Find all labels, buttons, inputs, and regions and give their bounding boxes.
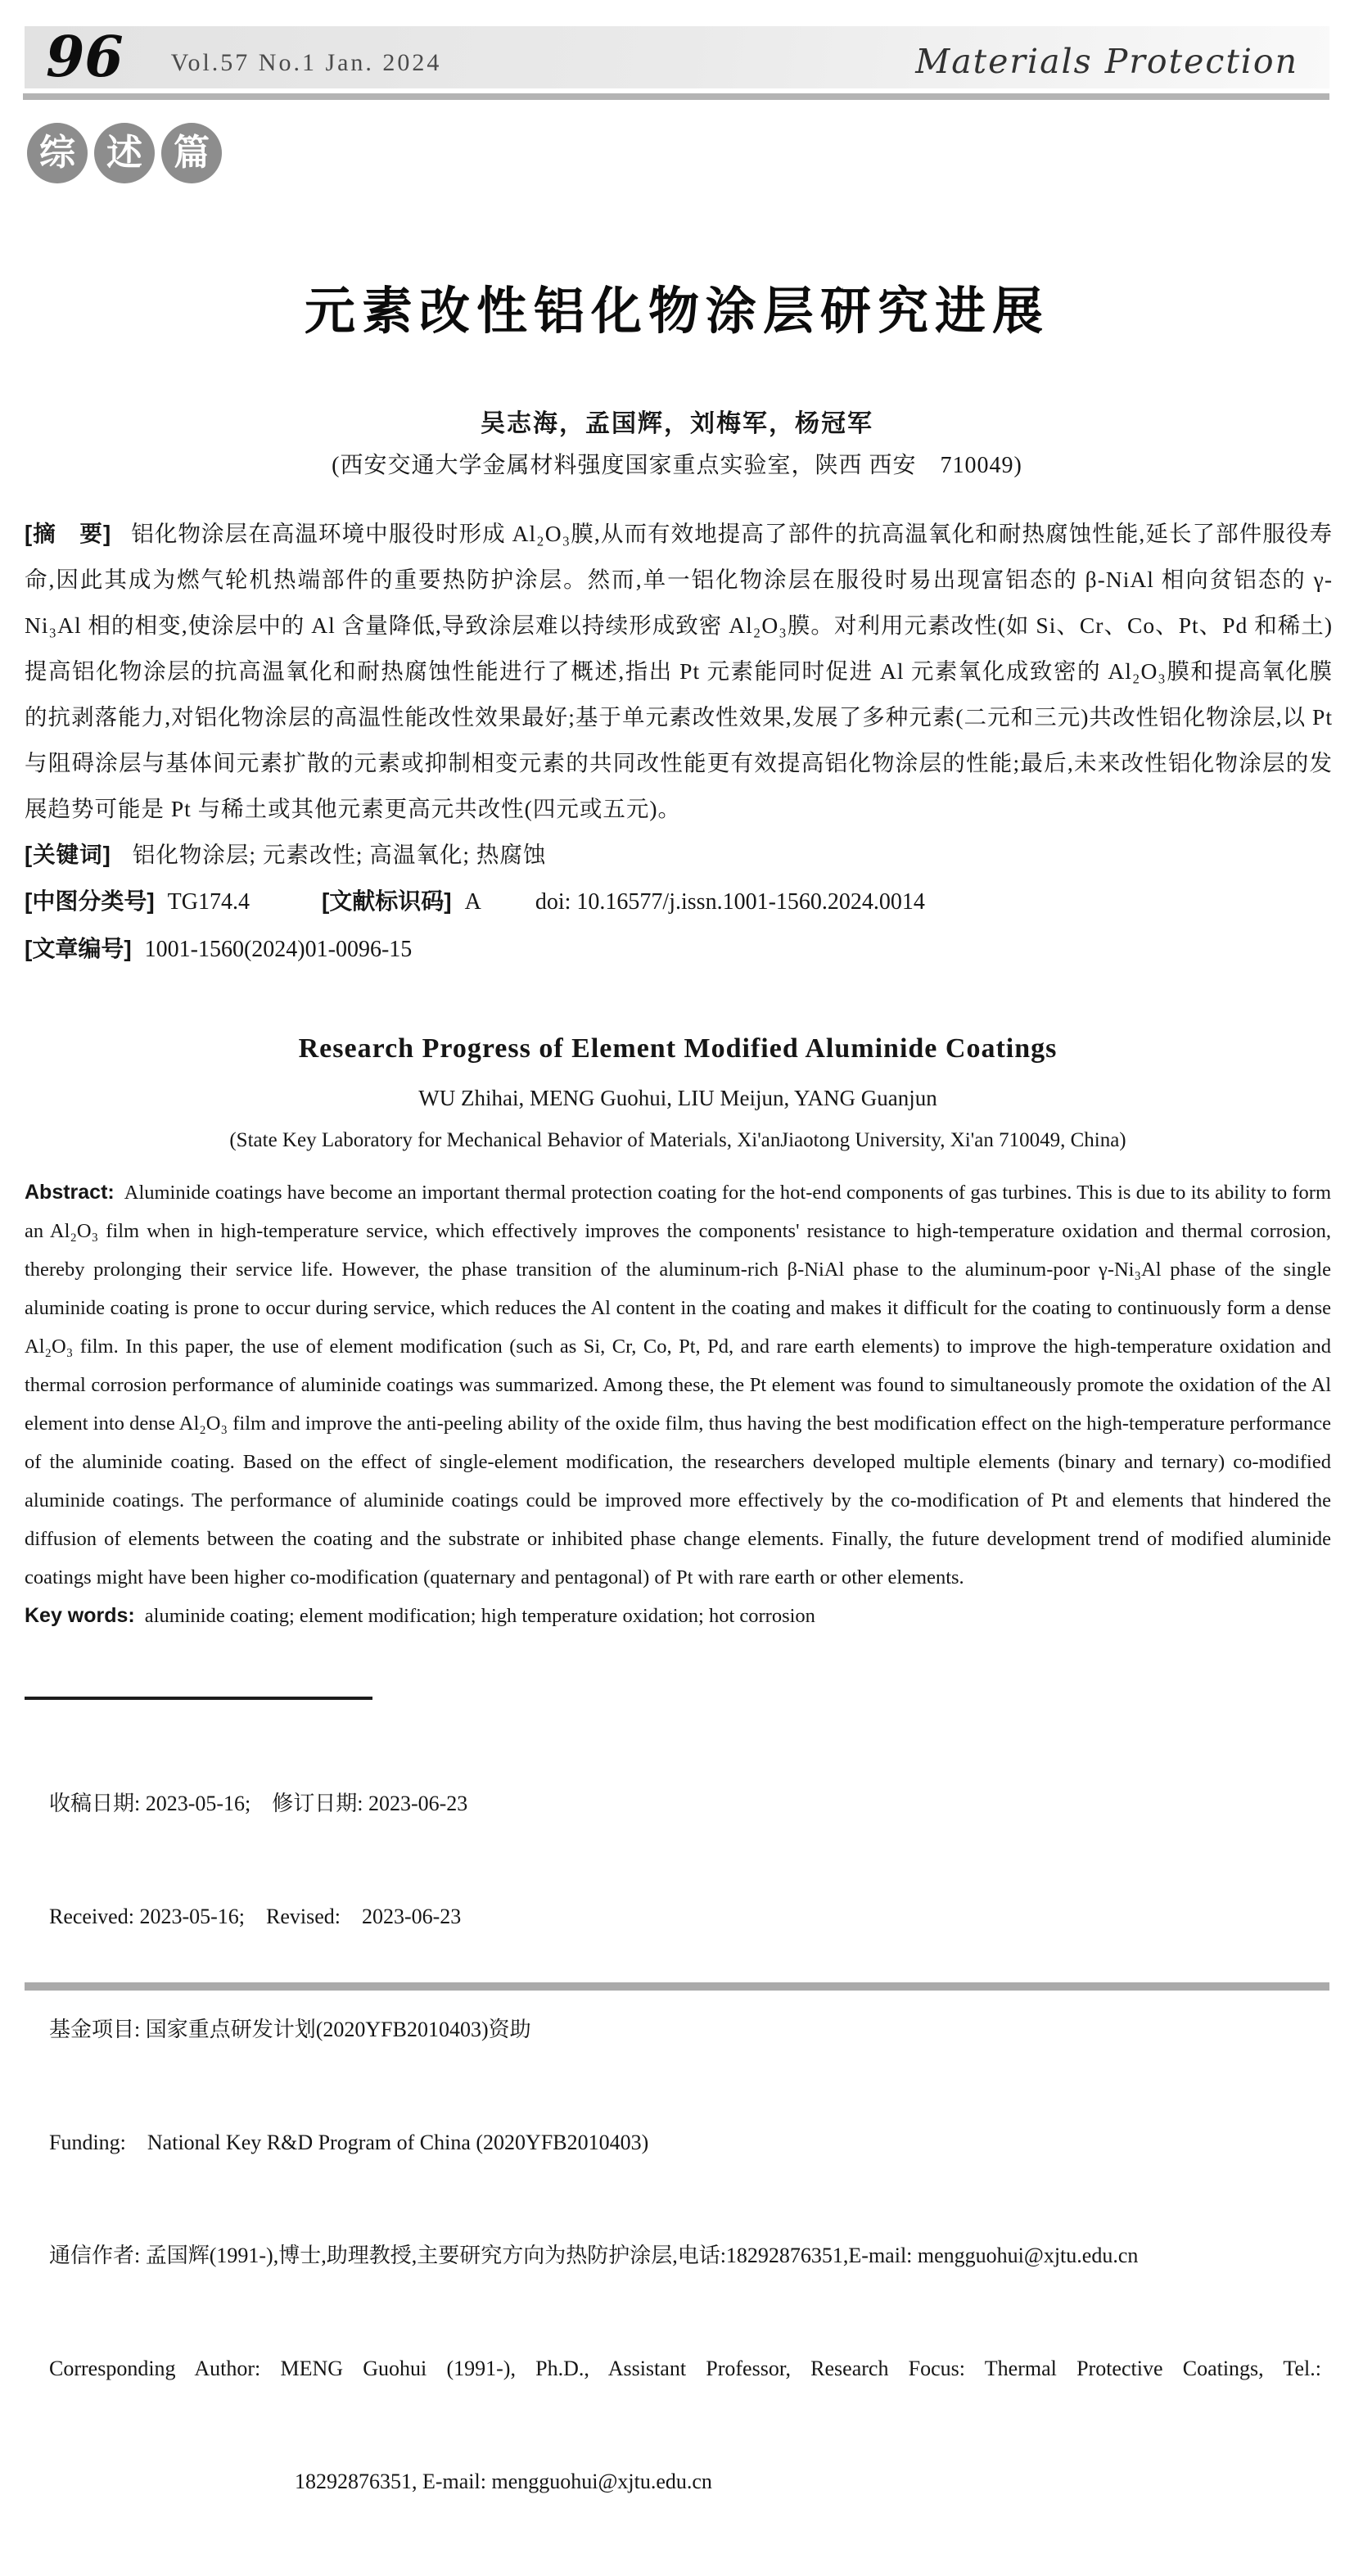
authors-en: WU Zhihai, MENG Guohui, LIU Meijun, YANG Guanjun — [418, 1086, 937, 1110]
footnote-funding-cn: 基金项目: 国家重点研发计划(2020YFB2010403)资助 — [49, 2018, 531, 2041]
doi: doi: 10.16577/j.issn.1001-1560.2024.0014 — [535, 889, 925, 915]
section-badge-char: 篇 — [174, 133, 210, 173]
section-badge-char: 综 — [39, 133, 75, 173]
classification-line — [25, 878, 1333, 925]
page-number: 96 — [46, 25, 124, 90]
footnote-corresponding-en-cont: 18292876351, E-mail: mengguohui@xjtu.edu.cn — [295, 2470, 712, 2493]
keywords-en — [25, 1597, 1331, 1635]
article-title-cn: 元素改性铝化物涂层研究进展 — [304, 284, 1049, 340]
footnote-corresponding-cn: 通信作者: 孟国辉(1991-),博士,助理教授,主要研究方向为热防护涂层,电话:18292876351,E-mail: mengguohui@xjtu.edu.cn — [49, 2244, 1139, 2267]
abstract-en — [25, 1173, 1331, 1597]
keywords-label-en: Key words: — [25, 1604, 135, 1627]
article-number-line — [25, 925, 1333, 973]
affiliation-cn: (西安交通大学金属材料强度国家重点实验室，陕西 西安 710049) — [332, 453, 1022, 478]
page-header — [25, 26, 1329, 88]
abstract-text-cn: 铝化物涂层在高温环境中服役时形成 Al₂O₃膜,从而有效地提高了部件的抗高温氧化和耐热腐蚀性能,延长了部件服役寿命,因此其成为燃气轮机热端部件的重要热防护涂层。然而,单一铝化物涂层在服役时易出现富铝态的 β-NiAl 相向贫铝态的 γ-Ni₃Al 相的相变,使涂层中的 Al 含量降低,导致涂层难以持续形成致密 Al₂O₃膜。对利用元素改性(如 Si、Cr、Co、Pt、Pd 和稀土)提高铝化物涂层的抗高温氧化和耐热腐蚀性能进行了概述,指出 Pt 元素能同时促进 Al 元素氧化成致密的 Al₂O₃膜和提高氧化膜的抗剥落能力,对铝化物涂层的高温性能改性效果最好;基于单元素改性效果,发展了多种元素(二元和三元)共改性铝化物涂层,以 Pt 与阻碍涂层与基体间元素扩散的元素或抑制相变元素的共同改性能更有效提高铝化物涂层的性能;最后,未来改性铝化物涂层的发展趋势可能是 Pt 与稀土或其他元素更高元共改性(四元或五元)。 — [25, 521, 1333, 821]
footnote-corresponding-en: Corresponding Author: MENG Guohui (1991-), Ph.D., Assistant Professor, Research Focus: Thermal Protective Coatings, Tel.: — [49, 2357, 1321, 2380]
affiliation-en: (State Key Laboratory for Mechanical Behavior of Materials, Xi'anJiaotong University, Xi'an 710049, China) — [229, 1129, 1126, 1151]
doc-code-value: A — [464, 889, 481, 915]
section-badge-circle — [161, 123, 222, 183]
footnote-received-cn: 收稿日期: 2023-05-16; 修订日期: 2023-06-23 — [49, 1792, 468, 1815]
clc-value: TG174.4 — [167, 889, 250, 915]
article-title-en: Research Progress of Element Modified Aluminide Coatings — [298, 1033, 1058, 1064]
keywords-text-en: aluminide coating; element modification; high temperature oxidation; hot corrosion — [144, 1605, 815, 1627]
abstract-cn — [25, 511, 1333, 832]
header-divider — [23, 93, 1329, 100]
keywords-cn — [25, 832, 1333, 878]
chinese-abstract-section — [25, 511, 1333, 973]
footnote-funding-en: Funding: National Key R&D Program of China (2020YFB2010403) — [49, 2131, 649, 2154]
clc-label: [中图分类号] — [25, 888, 155, 914]
keywords-label-cn: [关键词] — [25, 842, 111, 867]
abstract-text-en: Aluminide coatings have become an important thermal protection coating for the hot-end components of gas turbines. This is due to its ability to form an Al₂O₃ film when in high-temperature service, which effectively improves the components' resistance to high-temperature oxidation and thermal corrosion, thereby prolonging their service life. However, the phase transition of the aluminum-rich β-NiAl phase to the aluminum-poor γ-Ni₃Al phase of the single aluminide coating is prone to occur during service, which reduces the Al content in the coating and makes it difficult for the coating to continuously form a dense Al₂O₃ film. In this paper, the use of element modification (such as Si, Cr, Co, Pt, Pd, and rare earth elements) to improve the high-temperature oxidation and thermal corrosion performance of aluminide coatings was summarized. Among these, the Pt element was found to simultaneously promote the oxidation of the Al element into dense Al₂O₃ film and improve the anti-peeling ability of the oxide film, thus having the best modification effect on the high-temperature performance of the aluminide coating. Based on the effect of single-element modification, the researchers developed multiple elements (binary and ternary) co-modified aluminide coatings. The performance of aluminide coatings could be improved more effectively by the co-modification of Pt and elements that hindered the diffusion of elements between the coating and the substrate or inhibited phase change elements. Finally, the future development trend of modified aluminide coatings might have been higher co-modification (quaternary and pentagonal) of Pt with rare earth or other elements. — [25, 1182, 1331, 1589]
section-badge-circle — [27, 123, 88, 183]
section-badge — [27, 123, 222, 183]
footnotes — [49, 1710, 1321, 2576]
footnote-received-en: Received: 2023-05-16; Revised: 2023-06-23 — [49, 1905, 462, 1928]
english-abstract-section — [25, 1033, 1331, 1635]
article-number-value: 1001-1560(2024)01-0096-15 — [144, 937, 413, 962]
footnote-divider — [25, 1697, 372, 1700]
article-number-label: [文章编号] — [25, 936, 132, 961]
section-badge-char: 述 — [106, 133, 142, 173]
section-badge-circle — [94, 123, 155, 183]
footer-bar — [25, 1982, 1329, 1991]
journal-name: Materials Protection — [915, 42, 1298, 81]
abstract-label-cn: [摘 要] — [25, 521, 112, 546]
issue-info: Vol.57 No.1 Jan. 2024 — [170, 49, 442, 76]
keywords-text-cn: 铝化物涂层; 元素改性; 高温氧化; 热腐蚀 — [132, 842, 547, 867]
doc-code-label: [文献标识码] — [321, 888, 452, 914]
authors-cn: 吴志海，孟国辉，刘梅军，杨冠军 — [481, 410, 873, 437]
abstract-label-en: Abstract: — [25, 1181, 115, 1204]
